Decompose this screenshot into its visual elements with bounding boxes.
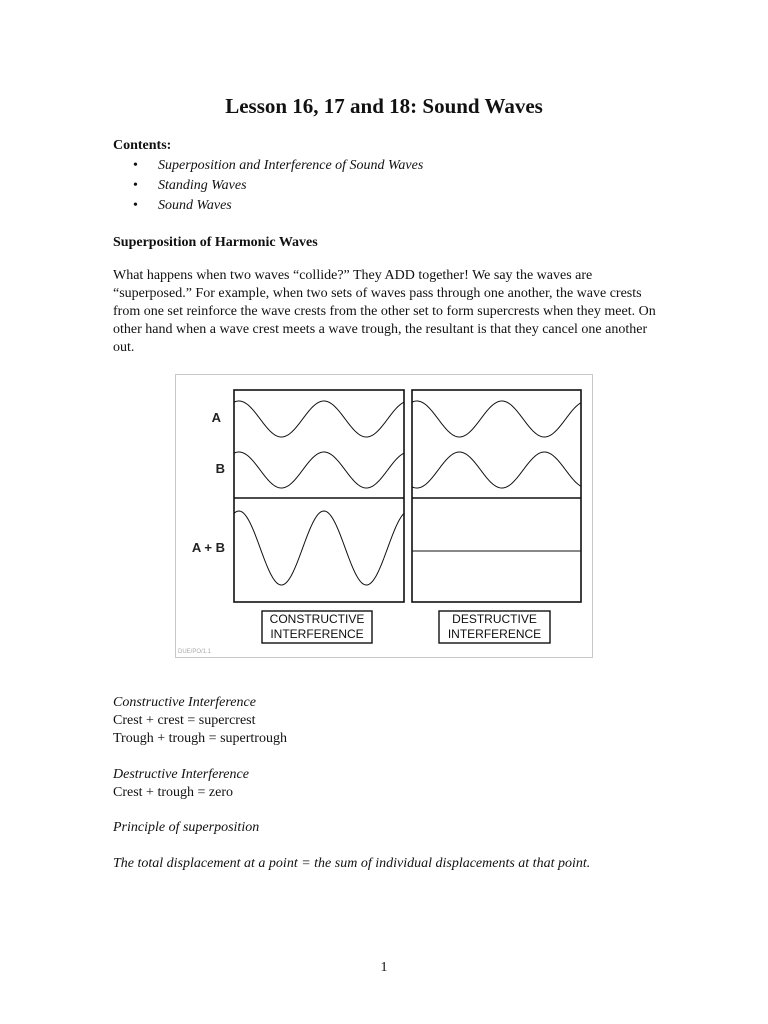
intro-paragraph: What happens when two waves “collide?” They ADD together! We say the waves are “superposed.” For example, when two sets of waves pass through one another, the wave crests from one set reinforce the wave crests from the other set to form supercrests when they meet. On other hand when a wave crest meets a wave trough, the resultant is that they cancel one another out.	[113, 268, 656, 355]
principle-statement: The total displacement at a point = the sum of individual displacements at that point.	[113, 856, 591, 871]
contents-item-standing-waves: • Standing Waves	[113, 176, 423, 196]
interference-figure	[175, 374, 593, 658]
constructive-heading: Constructive Interference	[113, 695, 256, 710]
destructive-heading: Destructive Interference	[113, 767, 249, 782]
constructive-line1: Crest + crest = supercrest	[113, 713, 256, 728]
contents-label: Contents:	[113, 138, 172, 153]
label-b: B	[215, 461, 225, 476]
constructive-line2: Trough + trough = supertrough	[113, 731, 287, 746]
figure-corner-mark: DUE/PO/1.1	[178, 649, 212, 655]
label-sum: A + B	[191, 540, 225, 555]
section-heading: Superposition of Harmonic Waves	[113, 235, 318, 250]
constructive-caption-line2: INTERFERENCE	[270, 627, 364, 641]
destructive-line1: Crest + trough = zero	[113, 785, 233, 800]
contents-list	[113, 156, 423, 216]
label-a: A	[211, 410, 221, 425]
destructive-caption-line2: INTERFERENCE	[447, 627, 542, 641]
page-title: Lesson 16, 17 and 18: Sound Waves	[225, 94, 543, 118]
contents-item-superposition: • Superposition and Interference of Sound Waves	[113, 156, 423, 176]
principle-heading: Principle of superposition	[113, 820, 260, 835]
constructive-caption-line1: CONSTRUCTIVE	[269, 612, 365, 626]
page-number: 1	[380, 960, 388, 975]
destructive-caption-line1: DESTRUCTIVE	[452, 612, 537, 626]
contents-item-sound-waves: • Sound Waves	[113, 196, 423, 216]
